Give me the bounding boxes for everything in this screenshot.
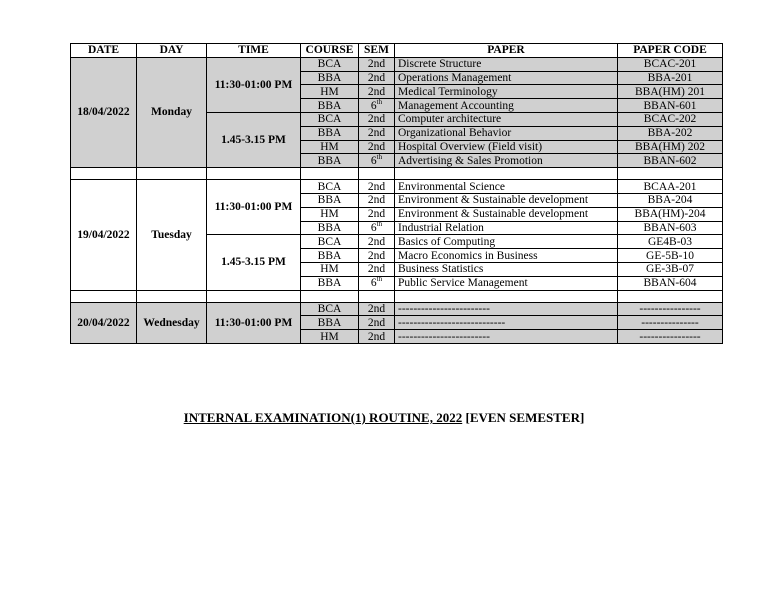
course-cell: BCA	[301, 235, 359, 249]
spacer-cell	[301, 168, 359, 180]
semester-cell	[359, 262, 395, 276]
exam-date-cell: 18/04/2022	[71, 57, 137, 167]
course-cell: BBA	[301, 99, 359, 113]
course-cell: BBA	[301, 193, 359, 207]
semester-value: 2nd	[367, 330, 386, 343]
paper-code-cell: GE-3B-07	[618, 262, 723, 276]
header-date: DATE	[71, 44, 137, 58]
semester-cell	[359, 112, 395, 126]
semester-cell	[359, 154, 395, 168]
exam-routine-table	[70, 43, 723, 344]
semester-suffix: th	[376, 276, 383, 284]
header-day: DAY	[137, 44, 207, 58]
paper-code-cell: ---------------	[618, 316, 723, 330]
paper-code-cell: GE4B-03	[618, 235, 723, 249]
spacer-row	[71, 168, 723, 180]
paper-name-cell: ------------------------	[395, 302, 618, 316]
semester-cell	[359, 221, 395, 235]
semester-value: 2nd	[367, 316, 386, 329]
header-paper-code: PAPER CODE	[618, 44, 723, 58]
exam-time-cell: 11:30-01:00 PM	[207, 180, 301, 235]
semester-cell	[359, 193, 395, 207]
paper-name-cell: Basics of Computing	[395, 235, 618, 249]
semester-value: 2nd	[367, 140, 386, 153]
paper-code-cell: BBA-202	[618, 126, 723, 140]
paper-name-cell: Hospital Overview (Field visit)	[395, 140, 618, 154]
exam-date-cell: 19/04/2022	[71, 180, 137, 290]
semester-cell	[359, 85, 395, 99]
paper-code-cell: BBA-204	[618, 193, 723, 207]
course-cell: BCA	[301, 57, 359, 71]
paper-name-cell: Advertising & Sales Promotion	[395, 154, 618, 168]
paper-name-cell: Organizational Behavior	[395, 126, 618, 140]
spacer-cell	[71, 290, 137, 302]
spacer-cell	[71, 168, 137, 180]
semester-value: 2nd	[367, 58, 386, 71]
semester-suffix: th	[376, 221, 383, 229]
spacer-cell	[301, 290, 359, 302]
exam-day-cell: Monday	[137, 57, 207, 167]
paper-name-cell: Medical Terminology	[395, 85, 618, 99]
semester-suffix: th	[376, 153, 383, 161]
paper-name-cell: Environmental Science	[395, 180, 618, 194]
course-cell: BBA	[301, 71, 359, 85]
spacer-cell	[395, 290, 618, 302]
semester-value: 6	[370, 277, 377, 290]
paper-name-cell: Operations Management	[395, 71, 618, 85]
header-paper: PAPER	[395, 44, 618, 58]
paper-code-cell: BBA(HM) 202	[618, 140, 723, 154]
exam-time-cell: 11:30-01:00 PM	[207, 57, 301, 112]
semester-value: 2nd	[367, 85, 386, 98]
table-row	[71, 302, 723, 316]
semester-value: 6	[370, 221, 377, 234]
paper-code-cell: BBA(HM) 201	[618, 85, 723, 99]
paper-code-cell: GE-5B-10	[618, 249, 723, 263]
course-cell: HM	[301, 330, 359, 344]
exam-time-cell: 1.45-3.15 PM	[207, 112, 301, 167]
spacer-cell	[207, 290, 301, 302]
spacer-cell	[137, 290, 207, 302]
exam-day-cell: Wednesday	[137, 302, 207, 343]
semester-cell	[359, 316, 395, 330]
paper-name-cell: Industrial Relation	[395, 221, 618, 235]
semester-cell	[359, 71, 395, 85]
paper-name-cell: Management Accounting	[395, 99, 618, 113]
semester-value: 2nd	[367, 127, 386, 140]
semester-cell	[359, 140, 395, 154]
paper-name-cell: Environment & Sustainable development	[395, 193, 618, 207]
semester-value: 2nd	[367, 263, 386, 276]
paper-code-cell: ----------------	[618, 330, 723, 344]
routine-title-main: INTERNAL EXAMINATION(1) ROUTINE, 2022	[183, 410, 463, 425]
routine-title-suffix: [EVEN SEMESTER]	[465, 410, 585, 425]
course-cell: BCA	[301, 302, 359, 316]
paper-code-cell: BBA-201	[618, 71, 723, 85]
semester-value: 2nd	[367, 235, 386, 248]
semester-cell	[359, 99, 395, 113]
exam-time-cell: 11:30-01:00 PM	[207, 302, 301, 343]
semester-cell	[359, 207, 395, 221]
exam-date-cell: 20/04/2022	[71, 302, 137, 343]
spacer-cell	[359, 168, 395, 180]
header-course: COURSE	[301, 44, 359, 58]
paper-name-cell: Macro Economics in Business	[395, 249, 618, 263]
semester-value: 6	[370, 154, 377, 167]
course-cell: BBA	[301, 221, 359, 235]
semester-value: 6	[370, 99, 377, 112]
course-cell: HM	[301, 140, 359, 154]
paper-code-cell: BCAC-202	[618, 112, 723, 126]
spacer-row	[71, 290, 723, 302]
paper-name-cell: ----------------------------	[395, 316, 618, 330]
table-row	[71, 180, 723, 194]
paper-code-cell: BCAA-201	[618, 180, 723, 194]
course-cell: HM	[301, 207, 359, 221]
semester-value: 2nd	[367, 208, 386, 221]
exam-day-cell: Tuesday	[137, 180, 207, 290]
spacer-cell	[359, 290, 395, 302]
paper-code-cell: ----------------	[618, 302, 723, 316]
semester-value: 2nd	[367, 194, 386, 207]
spacer-cell	[395, 168, 618, 180]
routine-title	[0, 410, 768, 426]
semester-cell	[359, 276, 395, 290]
exam-time-cell: 1.45-3.15 PM	[207, 235, 301, 290]
table-row	[71, 57, 723, 71]
paper-code-cell: BCAC-201	[618, 57, 723, 71]
paper-name-cell: Computer architecture	[395, 112, 618, 126]
semester-suffix: th	[376, 98, 383, 106]
semester-value: 2nd	[367, 71, 386, 84]
course-cell: BCA	[301, 112, 359, 126]
course-cell: BBA	[301, 126, 359, 140]
semester-value: 2nd	[367, 302, 386, 315]
course-cell: BBA	[301, 249, 359, 263]
course-cell: HM	[301, 85, 359, 99]
semester-value: 2nd	[367, 249, 386, 262]
paper-name-cell: Business Statistics	[395, 262, 618, 276]
semester-cell	[359, 57, 395, 71]
spacer-cell	[137, 168, 207, 180]
header-time: TIME	[207, 44, 301, 58]
spacer-cell	[618, 168, 723, 180]
course-cell: BBA	[301, 276, 359, 290]
course-cell: HM	[301, 262, 359, 276]
semester-value: 2nd	[367, 113, 386, 126]
header-sem: SEM	[359, 44, 395, 58]
paper-name-cell: ------------------------	[395, 330, 618, 344]
semester-cell	[359, 302, 395, 316]
course-cell: BBA	[301, 154, 359, 168]
semester-cell	[359, 126, 395, 140]
semester-cell	[359, 235, 395, 249]
paper-code-cell: BBA(HM)-204	[618, 207, 723, 221]
semester-cell	[359, 330, 395, 344]
paper-name-cell: Discrete Structure	[395, 57, 618, 71]
paper-code-cell: BBAN-604	[618, 276, 723, 290]
paper-name-cell: Environment & Sustainable development	[395, 207, 618, 221]
paper-name-cell: Public Service Management	[395, 276, 618, 290]
spacer-cell	[207, 168, 301, 180]
semester-cell	[359, 180, 395, 194]
header-row	[71, 44, 723, 58]
semester-cell	[359, 249, 395, 263]
spacer-cell	[618, 290, 723, 302]
paper-code-cell: BBAN-601	[618, 99, 723, 113]
course-cell: BBA	[301, 316, 359, 330]
paper-code-cell: BBAN-603	[618, 221, 723, 235]
semester-value: 2nd	[367, 180, 386, 193]
routine-body	[71, 57, 723, 343]
paper-code-cell: BBAN-602	[618, 154, 723, 168]
course-cell: BCA	[301, 180, 359, 194]
